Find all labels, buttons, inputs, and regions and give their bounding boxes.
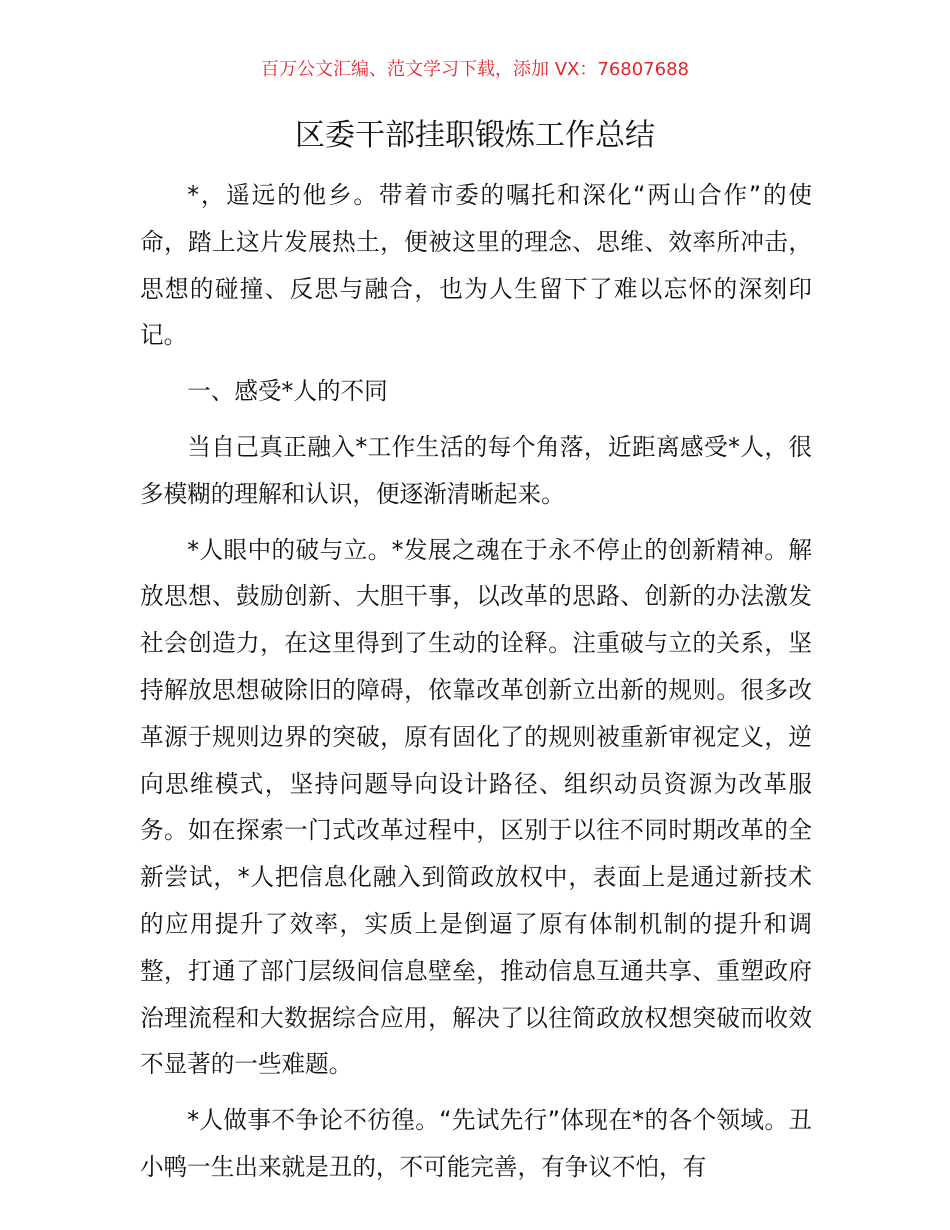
document-title: 区委干部挂职锻炼工作总结 [295,118,655,153]
paragraph: *人眼中的破与立。*发展之魂在于永不停止的创新精神。解放思想、鼓励创新、大胆干事，以改革的思路、创新的办法激发社会创造力，在这里得到了生动的诠释。注重破与立的关系，坚持解放思想破除旧的障碍，依靠改革创新立出新的规则。很多改革源于规则边界的突破，原有固化了的规则被重新审视定义，逆向思维模式，坚持问题导向设计路径、组织动员资源为改革服务。如在探索一门式改革过程中，区别于以往不同时期改革的全新尝试，*人把信息化融入到简政放权中，表面上是通过新技术的应用提升了效率，实质上是倒逼了原有体制机制的提升和调整，打通了部门层级间信息壁垒，推动信息互通共享、重塑政府治理流程和大数据综合应用，解决了以往简政放权想突破而收效不显著的一些难题。 [140,535,812,1079]
paragraph-intro: *，遥远的他乡。带着市委的嘱托和深化“两山合作”的使命，踏上这片发展热土，便被这里的理念、思维、效率所冲击，思想的碰撞、反思与融合，也为人生留下了难以忘怀的深刻印记。 [140,181,812,350]
paragraph: *人做事不争论不彷徨。“先试先行”体现在*的各个领域。丑小鸭一生出来就是丑的，不可能完善，有争议不怕，有 [140,1106,812,1181]
paragraph: 当自己真正融入*工作生活的每个角落，近距离感受*人，很多模糊的理解和认识，便逐渐清晰起来。 [140,432,812,508]
header-banner: 百万公文汇编、范文学习下载，添加 VX：76807688 [261,59,689,80]
section-heading: 一、感受*人的不同 [187,377,388,406]
document-body [140,172,812,1191]
